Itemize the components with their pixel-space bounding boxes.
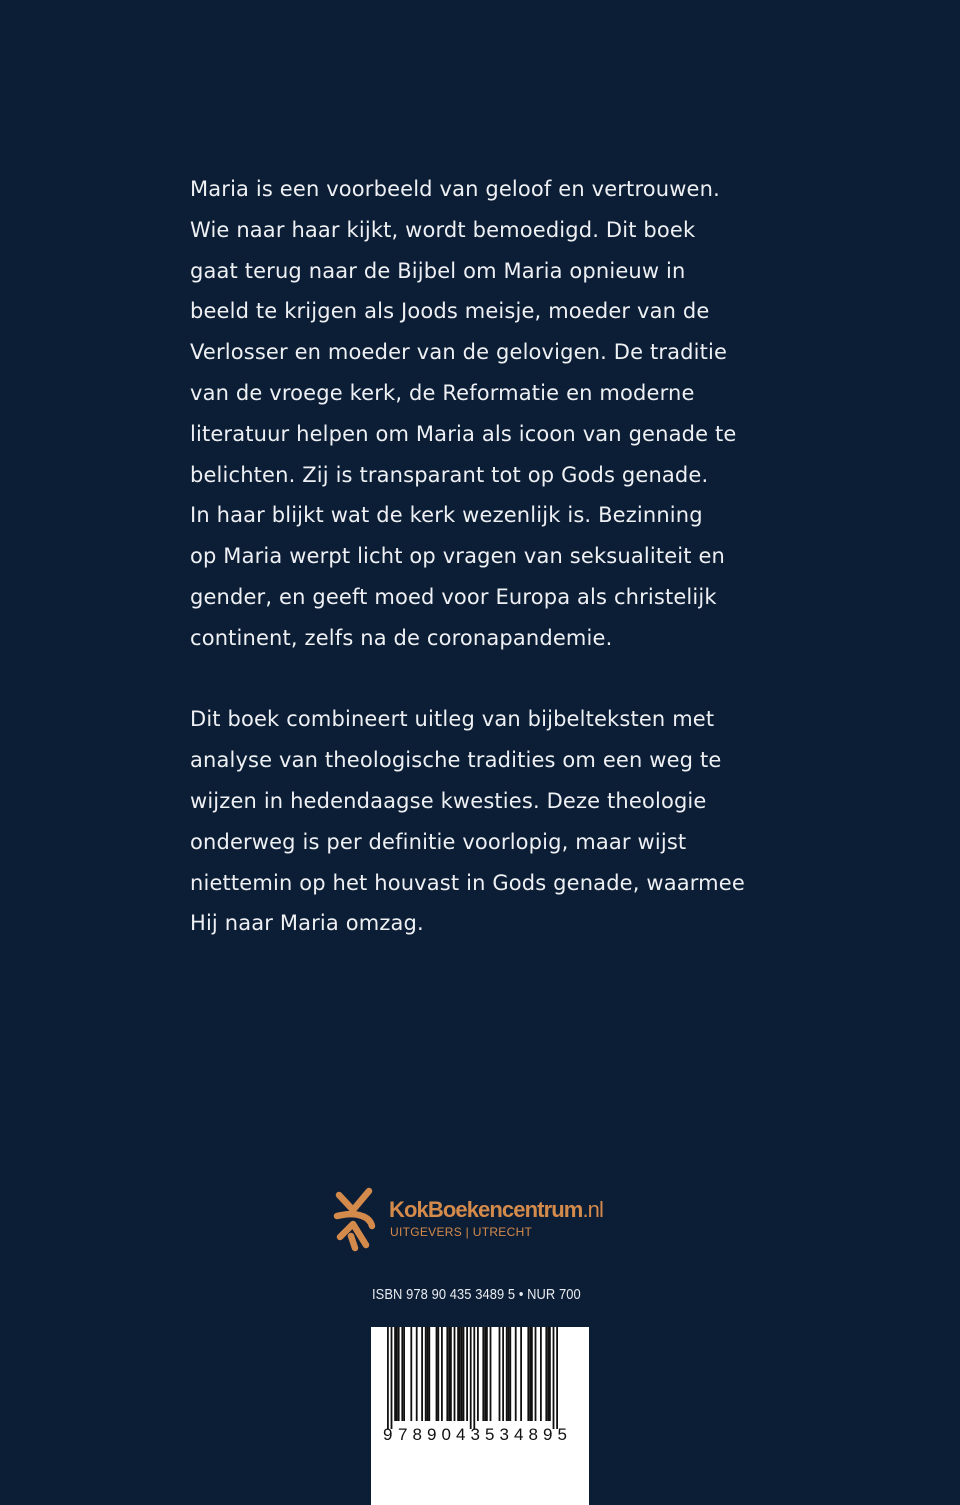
barcode-bar (520, 1327, 522, 1421)
blurb-line: beeld te krijgen als Joods meisje, moeder van de (190, 299, 710, 324)
barcode-bar (490, 1327, 492, 1421)
barcode-bar (446, 1327, 448, 1421)
barcode-bar (457, 1327, 459, 1421)
barcode-bar (470, 1327, 472, 1429)
barcode-bar (448, 1327, 450, 1421)
barcode-bar (529, 1327, 531, 1421)
barcode-bar (410, 1327, 412, 1421)
blurb-line: niettemin op het houvast in Gods genade, waarmee (190, 870, 745, 895)
blurb-line: belichten. Zij is transparant tot op Gods genade. (190, 462, 709, 487)
blurb-line: literatuur helpen om Maria als icoon van genade te (190, 421, 737, 446)
blurb-line: Hij naar Maria omzag. (190, 911, 424, 936)
blurb-line: Dit boek combineert uitleg van bijbelteksten met (190, 707, 715, 732)
barcode-bar (463, 1327, 465, 1421)
barcode-bar (502, 1327, 504, 1421)
blurb-line: Maria is een voorbeeld van geloof en vertrouwen. (190, 177, 720, 201)
barcode-right-digits: 534895 (485, 1425, 567, 1444)
barcode-bar (427, 1327, 429, 1421)
barcode-bar (454, 1327, 456, 1421)
barcode-bar (428, 1327, 430, 1421)
barcode-bar (401, 1327, 403, 1421)
publisher-name (389, 1197, 603, 1223)
blurb-paragraph-2 (190, 699, 790, 944)
blurb-line: wijzen in hedendaagse kwesties. Deze theologie (190, 788, 707, 813)
barcode-bar (391, 1327, 393, 1429)
barcode-bar (486, 1327, 488, 1421)
barcode-bar (461, 1327, 463, 1421)
kokboekencentrum-logo-icon (332, 1186, 376, 1252)
barcode-bar (535, 1327, 537, 1421)
barcode-bar (473, 1327, 475, 1429)
barcode-bars (387, 1327, 558, 1429)
barcode-bar (509, 1327, 511, 1421)
barcode-bar (421, 1327, 423, 1421)
barcode-bar (450, 1327, 452, 1421)
publisher-subtitle: UITGEVERS | UTRECHT (390, 1225, 533, 1239)
barcode-bar (499, 1327, 501, 1421)
barcode-bar (398, 1327, 400, 1421)
blurb-line: analyse van theologische tradities om een weg te (190, 748, 722, 773)
barcode-bar (484, 1327, 486, 1421)
blurb-line: continent, zelfs na de coronapandemie. (190, 625, 613, 650)
barcode-bar (547, 1327, 549, 1421)
barcode-bar (425, 1327, 427, 1421)
publisher-logo (332, 1186, 642, 1252)
back-cover-blurb (190, 169, 790, 985)
isbn-barcode (371, 1327, 589, 1505)
barcode-left-digits: 789043 (398, 1425, 480, 1444)
barcode-bar (416, 1327, 418, 1421)
barcode-bar (527, 1327, 529, 1421)
barcode-first-digit: 9 (383, 1425, 393, 1444)
barcode-bar (477, 1327, 479, 1421)
blurb-line: In haar blijkt wat de kerk wezenlijk is. Bezinning (190, 503, 703, 528)
barcode-bar (387, 1327, 389, 1429)
blurb-paragraph-1 (190, 169, 790, 659)
blurb-line: gaat terug naar de Bijbel om Maria opnieuw in (190, 258, 686, 283)
barcode-bar (441, 1327, 443, 1421)
blurb-line: op Maria werpt licht op vragen van seksualiteit en (190, 544, 725, 569)
barcode-bar (508, 1327, 510, 1421)
barcode-bar (531, 1327, 533, 1421)
barcode-bar (394, 1327, 396, 1421)
barcode-bar (482, 1327, 484, 1421)
barcode-bar (515, 1327, 517, 1421)
barcode-bar (540, 1327, 542, 1421)
barcode-bar (545, 1327, 547, 1421)
barcode-bar (549, 1327, 551, 1421)
barcode-bar (506, 1327, 508, 1421)
blurb-line: Verlosser en moeder van de gelovigen. De traditie (190, 340, 728, 365)
barcode-bar (466, 1327, 468, 1421)
barcode-bar (556, 1327, 558, 1429)
barcode-bar (553, 1327, 555, 1429)
isbn-nur-line: ISBN 978 90 435 3489 5 • NUR 700 (372, 1286, 581, 1303)
barcode-bar (403, 1327, 405, 1421)
blurb-line: van de vroege kerk, de Reformatie en moderne (190, 380, 695, 405)
blurb-line: Wie naar haar kijkt, wordt bemoedigd. Dit boek (190, 217, 696, 242)
barcode-bar (459, 1327, 461, 1421)
barcode-bar (436, 1327, 438, 1421)
barcode-bar (437, 1327, 439, 1421)
barcode-bar (396, 1327, 398, 1421)
publisher-name-tld: .nl (582, 1197, 603, 1222)
blurb-line: onderweg is per definitie voorlopig, maar wijst (190, 829, 687, 854)
blurb-line: gender, en geeft moed voor Europa als christelijk (190, 584, 717, 609)
publisher-name-main: KokBoekencentrum (389, 1197, 583, 1222)
barcode-graphic (371, 1327, 589, 1505)
